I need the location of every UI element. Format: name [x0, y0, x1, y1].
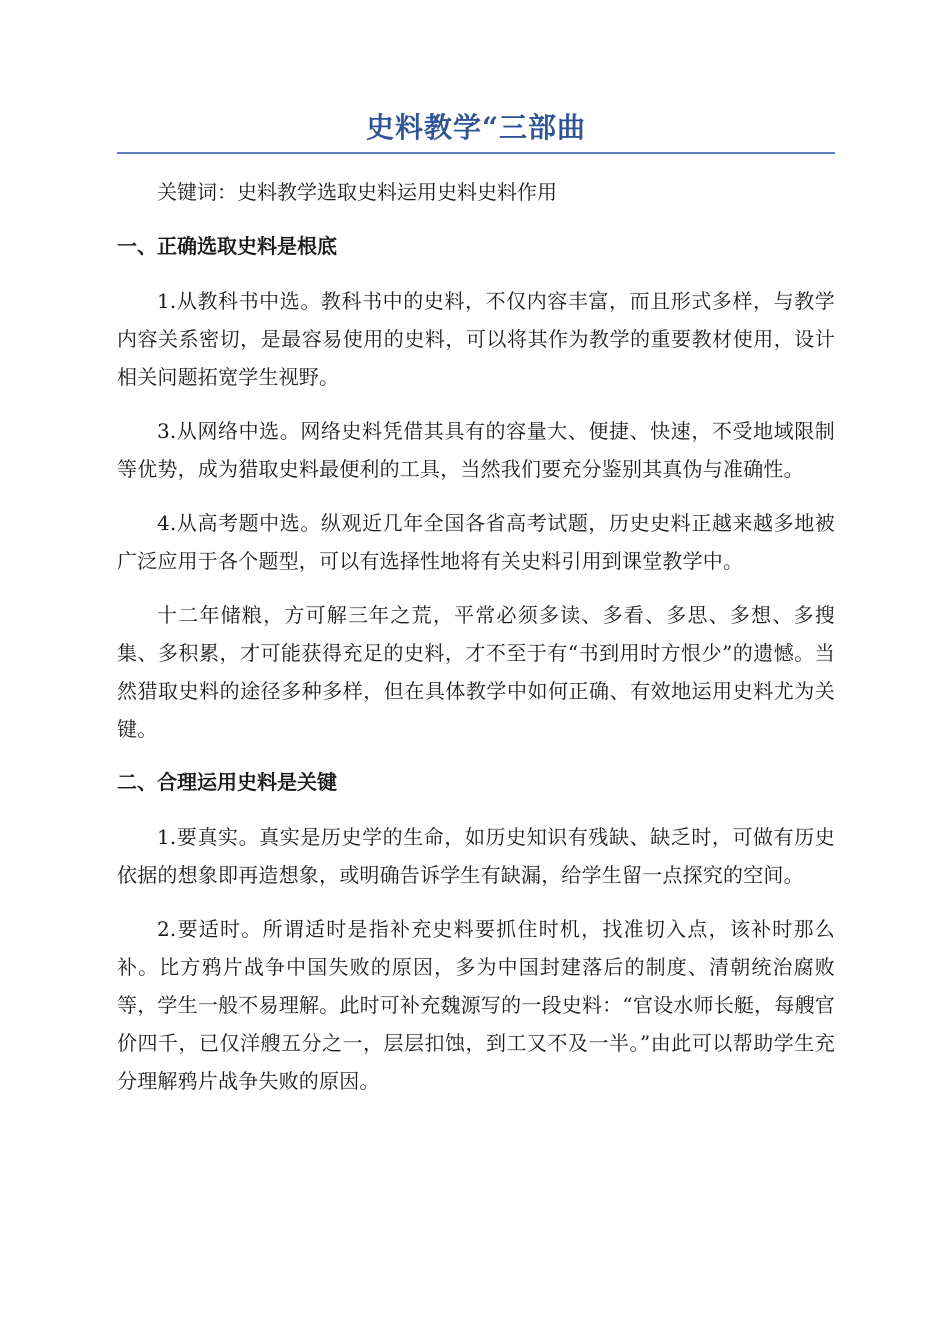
paragraph: 十二年储粮，方可解三年之荒，平常必须多读、多看、多思、多想、多搜集、多积累，才可能获得充足的史料，才不至于有“书到用时方恨少”的遗憾。当然猎取史料的途径多种多样，但在具体教学中如何正确、有效地运用史料尤为关键。 — [117, 603, 835, 741]
section-heading: 二、合理运用史料是关键 — [117, 770, 337, 794]
section-2 — [117, 764, 835, 1100]
section-heading: 一、正确选取史料是根底 — [117, 234, 337, 258]
document-title: 史料教学“三部曲 — [365, 111, 587, 144]
document-page — [117, 108, 835, 1116]
paragraph: 1.从教科书中选。教科书中的史料，不仅内容丰富，而且形式多样，与教学内容关系密切，是最容易使用的史料，可以将其作为教学的重要教材使用，设计相关问题拓宽学生视野。 — [117, 289, 835, 389]
paragraph: 1.要真实。真实是历史学的生命，如历史知识有残缺、缺乏时，可做有历史依据的想象即再造想象，或明确告诉学生有缺漏，给学生留一点探究的空间。 — [117, 825, 835, 887]
section-1 — [117, 228, 835, 748]
paragraph: 2.要适时。所谓适时是指补充史料要抓住时机，找准切入点，该补时那么补。比方鸦片战争中国失败的原因，多为中国封建落后的制度、清朝统治腐败等，学生一般不易理解。此时可补充魏源写的一段史料：“官设水师长艇，每艘官价四千，已仅洋艘五分之一，层层扣蚀，到工又不及一半。”由此可以帮助学生充分理解鸦片战争失败的原因。 — [117, 917, 835, 1093]
paragraph: 3.从网络中选。网络史料凭借其具有的容量大、便捷、快速，不受地域限制等优势，成为猎取史料最便利的工具，当然我们要充分鉴别其真伪与准确性。 — [117, 419, 835, 481]
paragraph: 4.从高考题中选。纵观近几年全国各省高考试题，历史史料正越来越多地被广泛应用于各个题型，可以有选择性地将有关史料引用到课堂教学中。 — [117, 511, 835, 573]
keywords-line: 关键词：史料教学选取史料运用史料史料作用 — [157, 180, 557, 204]
title-underline — [117, 152, 835, 154]
